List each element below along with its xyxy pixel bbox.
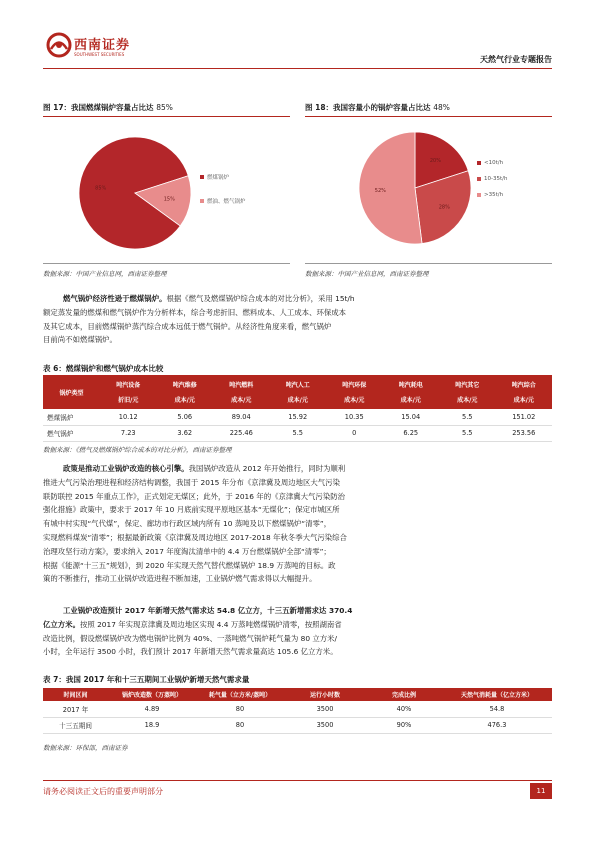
table-header-cell: 时间区间 — [43, 688, 108, 701]
paragraph-line: 策的不断推行，推动工业锅炉改造进程不断加速，工业锅炉燃气需求得以大幅提升。 — [43, 574, 317, 584]
table-header-cell: 吨汽人工 成本/元 — [270, 375, 327, 409]
table-row — [43, 409, 552, 425]
table-header-cell: 吨汽综合 成本/元 — [496, 375, 553, 409]
paragraph-forecast — [43, 604, 552, 659]
footer-divider — [43, 780, 552, 781]
table-header-cell: 吨汽维修 成本/元 — [157, 375, 214, 409]
pie-data-label: 20% — [429, 157, 441, 164]
paragraph-line: 有城中村实现“气代煤”，保定、廊坊市行政区域内所有 10 蒸吨及以下燃煤锅炉“清零”， — [43, 519, 332, 529]
table-header-cell: 吨汽耗电 成本/元 — [383, 375, 440, 409]
table-cell: 0 — [326, 425, 383, 441]
table-header-cell: 完成比例 — [366, 688, 442, 701]
table-cell: 6.25 — [383, 425, 440, 441]
table-header-cell: 锅炉改造数（万蒸吨） — [108, 688, 196, 701]
table-header-cell: 吨汽设备 折旧/元 — [100, 375, 157, 409]
paragraph-line: 强化措施》政策中，要求于 2017 年 10 月底前实现平原地区基本“无煤化”；保定市城区所 — [43, 505, 340, 515]
table-cell: 十三五期间 — [43, 717, 108, 733]
paragraph-line: 治理攻坚行动方案》，要求纳入 2017 年度淘汰清单中的 4.4 万台燃煤锅炉全部“清零”； — [43, 546, 331, 556]
table-cell: 5.5 — [439, 409, 496, 425]
paragraph-line: 及其它成本，目前燃煤锅炉蒸汽综合成本远低于燃气锅炉。从经济性角度来看，燃气锅炉 — [43, 321, 332, 331]
table-header-cell: 吨汽环保 成本/元 — [326, 375, 383, 409]
legend-label: 燃煤锅炉 — [207, 175, 230, 181]
paragraph-line: 额定蒸发量的燃煤和燃气锅炉作为分析样本，综合考虑折旧、燃料成本、人工成本、环保成本 — [43, 307, 347, 317]
table-cell: 10.12 — [100, 409, 157, 425]
table-row — [43, 425, 552, 441]
figure-17-caption — [43, 102, 173, 113]
legend-swatch — [200, 175, 204, 179]
paragraph-text: 根据《燃气及燃煤锅炉综合成本的对比分析》，采用 15t/h — [166, 294, 355, 303]
table-cell: 燃气锅炉 — [43, 425, 100, 441]
paragraph-line: 推进大气污染治理进程和经济结构调整，我国于 2015 年分布《京津冀及周边地区大气污染 — [43, 477, 340, 487]
pie-data-label: 28% — [438, 204, 450, 211]
paragraph-lead: 政策是推动工业锅炉改造的核心引擎。 — [63, 464, 189, 473]
paragraph-lead: 工业锅炉改造预计 2017 年新增天然气需求达 54.8 亿立方，十三五新增需求达 370.4 — [63, 606, 353, 615]
table-cell: 40% — [366, 701, 442, 717]
table-header-cell: 锅炉类型 — [43, 375, 100, 409]
table-header-cell: 运行小时数 — [284, 688, 366, 701]
legend-swatch — [477, 161, 481, 165]
figure-18-caption-text: 图 18：我国容量小的锅炉容量占比达 — [305, 103, 431, 112]
logo-mark-icon — [46, 32, 72, 58]
paragraph-lead: 亿立方米。 — [43, 619, 80, 629]
footer-notice: 请务必阅读正文后的重要声明部分 — [43, 787, 163, 796]
pie-data-label: 85% — [95, 185, 107, 192]
figure-18-pie-chart — [355, 128, 475, 248]
table-7-source: 数据来源：环保部，西南证券 — [43, 744, 128, 752]
table-cell: 3.62 — [157, 425, 214, 441]
figure-18-legend-item — [477, 174, 507, 184]
paragraph-text: 按照 2017 年实现京津冀及周边地区实现 4.4 万蒸吨燃煤锅炉清零，按照湖南省 — [79, 619, 342, 629]
figure-17-legend-item — [200, 172, 246, 182]
table-cell: 2017 年 — [43, 701, 108, 717]
table-cell: 7.23 — [100, 425, 157, 441]
paragraph-line — [43, 462, 552, 476]
table-cell: 5.5 — [270, 425, 327, 441]
legend-swatch — [477, 177, 481, 181]
figure-17-legend — [200, 172, 246, 206]
table-cell: 4.89 — [108, 701, 196, 717]
figure-18-top-rule — [305, 116, 552, 117]
table-7-title: 表 7：我国 2017 年和十三五期间工业锅炉新增天然气需求量 — [43, 675, 250, 684]
legend-swatch — [477, 193, 481, 197]
table-header-row — [43, 375, 552, 409]
table-row — [43, 701, 552, 717]
figure-18-caption — [305, 102, 450, 113]
table-cell: 3500 — [284, 717, 366, 733]
table-cell: 151.02 — [496, 409, 553, 425]
paragraph-line — [43, 618, 552, 632]
table-cell: 10.35 — [326, 409, 383, 425]
figure-18-legend — [477, 158, 507, 200]
legend-swatch — [200, 199, 204, 203]
page-number: 11 — [530, 783, 552, 799]
paragraph-line — [43, 604, 552, 618]
paragraph-line: 小时，全年运行 3500 小时，我们预计 2017 年新增天然气需求量高达 105.6 亿立方米。 — [43, 647, 338, 657]
table-header-cell: 吨汽其它 成本/元 — [439, 375, 496, 409]
table-6-source: 数据来源：《燃气及燃煤锅炉综合成本的对比分析》，西南证券整理 — [43, 446, 232, 454]
table-cell: 253.56 — [496, 425, 553, 441]
logo-text: 西南证券 — [74, 38, 131, 53]
table-header-row — [43, 688, 552, 701]
figure-18-legend-item — [477, 158, 507, 168]
table-cell: 80 — [196, 701, 284, 717]
paragraph-text: 我国锅炉改造从 2012 年开始推行，同时为顺利 — [188, 464, 346, 473]
figure-17-top-rule — [43, 116, 290, 117]
table-header-cell: 耗气量（立方米/蒸吨） — [196, 688, 284, 701]
figure-18-bottom-rule — [305, 263, 552, 264]
paragraph-line — [43, 292, 552, 306]
paragraph-boiler-economics — [43, 292, 552, 347]
table-cell: 15.92 — [270, 409, 327, 425]
legend-label: >35t/h — [484, 192, 504, 198]
figure-17-pie-chart — [75, 133, 195, 253]
table-7 — [43, 688, 552, 734]
legend-label: 燃油、燃气锅炉 — [207, 199, 246, 205]
table-cell: 燃煤锅炉 — [43, 409, 100, 425]
table-cell: 476.3 — [442, 717, 552, 733]
figure-17-source: 数据来源：中国产业信息网，西南证券整理 — [43, 270, 167, 278]
paragraph-line: 实现燃料煤炭“清零”；根据最新政策《京津冀及周边地区 2017-2018 年秋冬季大气污染综合 — [43, 532, 347, 542]
table-cell: 5.06 — [157, 409, 214, 425]
figure-17-bottom-rule — [43, 263, 290, 264]
paragraph-line: 联防联控 2015 年重点工作》，正式划定无煤区；此外，于 2016 年的《京津冀大气污染防治 — [43, 491, 345, 501]
figure-17-legend-item — [200, 196, 246, 206]
legend-label: <10t/h — [484, 160, 504, 166]
table-row — [43, 717, 552, 733]
table-cell: 5.5 — [439, 425, 496, 441]
logo-subtext: SOUTHWEST SECURITIES — [74, 52, 125, 57]
table-cell: 54.8 — [442, 701, 552, 717]
table-6 — [43, 375, 552, 442]
company-logo — [46, 30, 136, 66]
pie-slice — [359, 132, 422, 244]
header-divider — [43, 68, 552, 69]
figure-17-caption-text: 图 17：我国燃煤锅炉容量占比达 — [43, 103, 154, 112]
table-cell: 18.9 — [108, 717, 196, 733]
figure-17-caption-number: 85% — [156, 103, 173, 112]
pie-data-label: 52% — [374, 188, 386, 195]
report-title: 天然气行业专题报告 — [480, 55, 552, 64]
pie-data-label: 15% — [163, 196, 175, 203]
table-6-title: 表 6：燃煤锅炉和燃气锅炉成本比较 — [43, 364, 164, 373]
table-cell: 90% — [366, 717, 442, 733]
table-cell: 89.04 — [213, 409, 270, 425]
figure-18-legend-item — [477, 190, 507, 200]
paragraph-line: 目前尚不如燃煤锅炉。 — [43, 335, 117, 345]
table-cell: 225.46 — [213, 425, 270, 441]
table-cell: 3500 — [284, 701, 366, 717]
figure-18-caption-number: 48% — [433, 103, 450, 112]
table-cell: 15.04 — [383, 409, 440, 425]
table-header-cell: 吨汽燃料 成本/元 — [213, 375, 270, 409]
legend-label: 10-35t/h — [484, 176, 508, 182]
paragraph-policy — [43, 462, 552, 586]
figure-18-source: 数据来源：中国产业信息网，西南证券整理 — [305, 270, 429, 278]
table-header-cell: 天然气消耗量（亿立方米） — [442, 688, 552, 701]
paragraph-line: 根据《能源“十三五”规划》，到 2020 年实现天然气替代燃煤锅炉 18.9 万蒸吨的目标。政 — [43, 560, 336, 570]
table-cell: 80 — [196, 717, 284, 733]
paragraph-line: 改造比例，假设燃煤锅炉改为燃电锅炉比例为 40%、一蒸吨燃气锅炉耗气量为 80 立方米/ — [43, 633, 338, 643]
paragraph-lead: 燃气锅炉经济性逊于燃煤锅炉。 — [63, 294, 167, 303]
